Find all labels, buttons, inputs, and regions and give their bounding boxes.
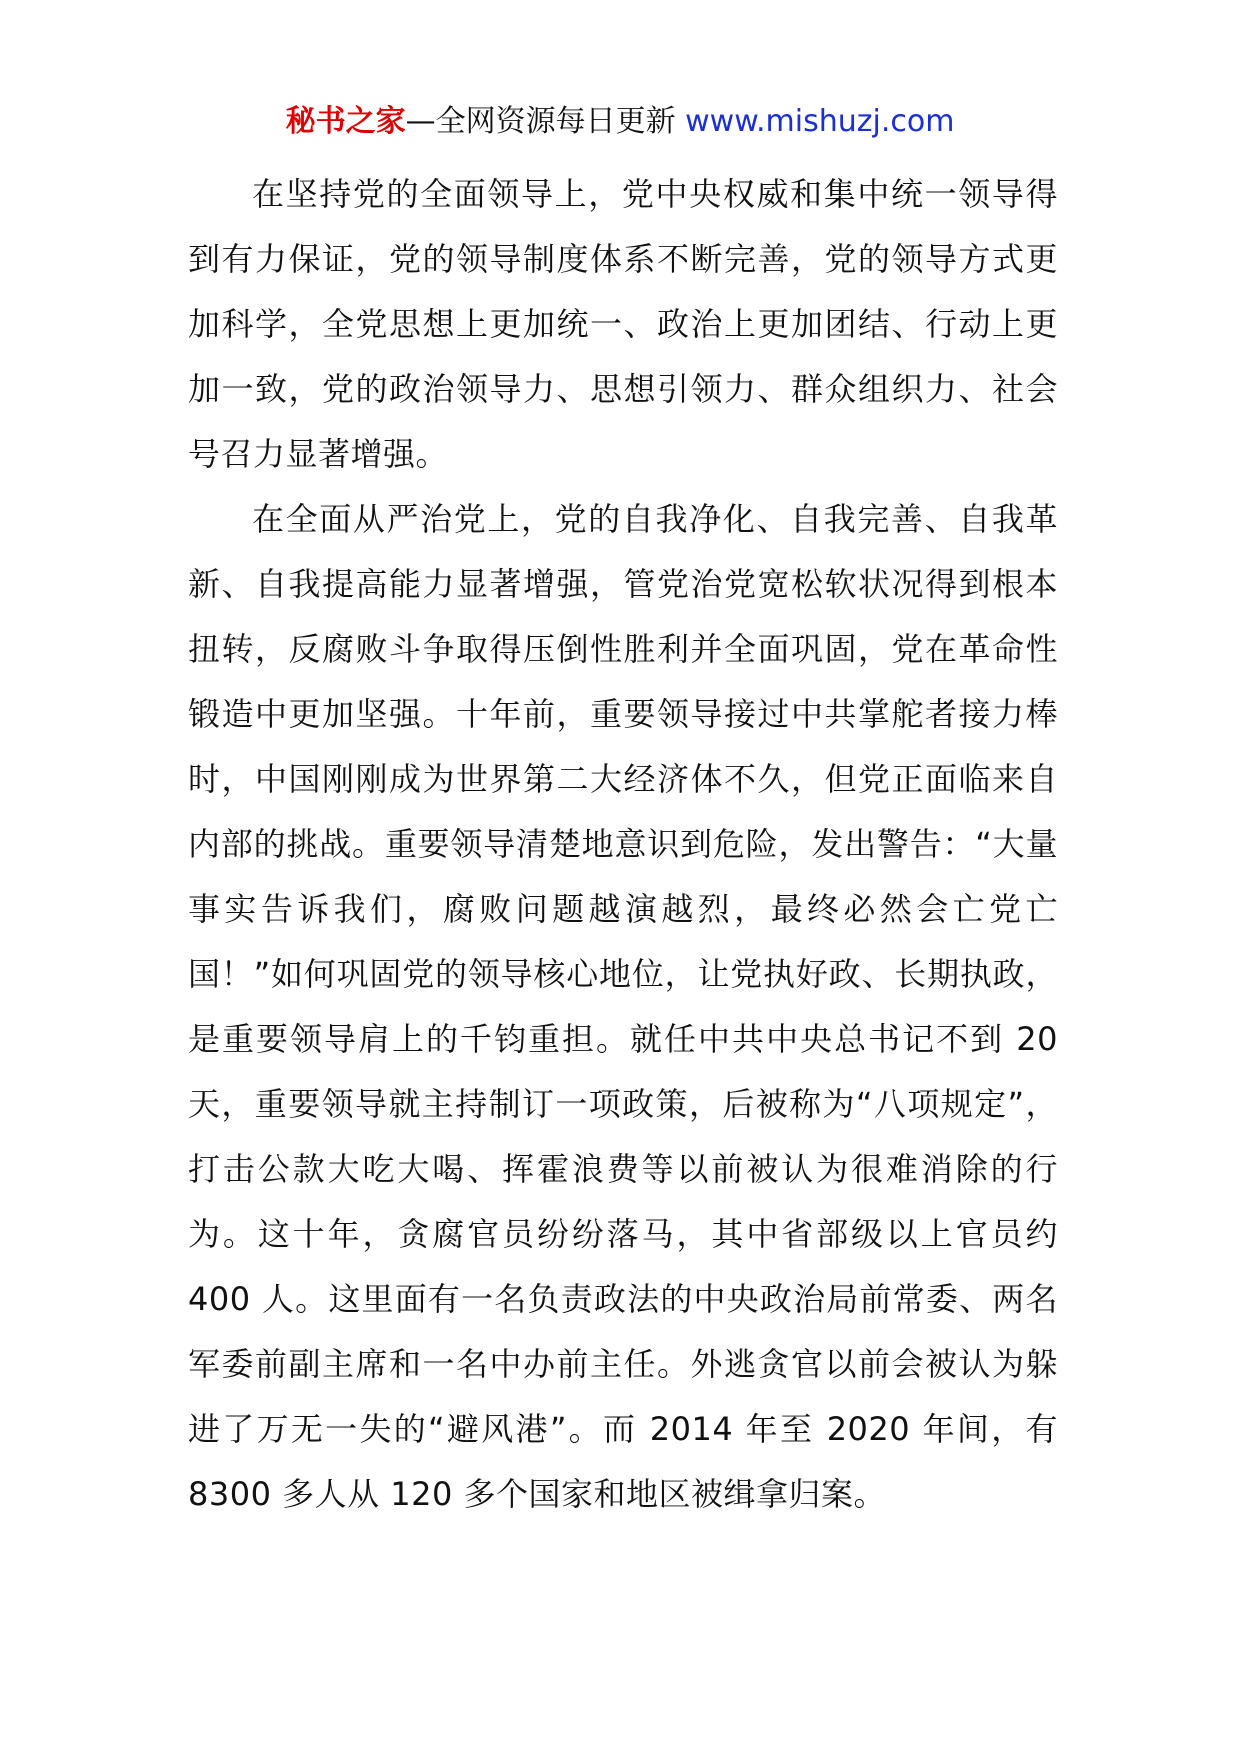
paragraph-party-governance: 在全面从严治党上，党的自我净化、自我完善、自我革新、自我提高能力显著增强，管党治党宽松软状况得到根本扭转，反腐败斗争取得压倒性胜利并全面巩固，党在革命性锻造中更加坚强。十年前，重要领导接过中共掌舵者接力棒时，中国刚刚成为世界第二大经济体不久，但党正面临来自内部的挑战。重要领导清楚地意识到危险，发出警告：“大量事实告诉我们，腐败问题越演越烈，最终必然会亡党亡国！”如何巩固党的领导核心地位，让党执好政、长期执政，是重要领导肩上的千钧重担。就任中共中央总书记不到 20 天，重要领导就主持制订一项政策，后被称为“八项规定”，打击公款大吃大喝、挥霍浪费等以前被认为很难消除的行为。这十年，贪腐官员纷纷落马，其中省部级以上官员约 400 人。这里面有一名负责政法的中央政治局前常委、两名军委前副主席和一名中办前主任。外逃贪官以前会被认为躲进了万无一失的“避风港”。而 2014 年至 2020 年间，有 8300 多人从 120 多个国家和地区被缉拿归案。 xyxy=(188,500,1058,1513)
brand-name: 秘书之家 xyxy=(285,104,406,139)
site-url-link[interactable]: www.mishuzj.com xyxy=(685,104,955,139)
paragraph-party-leadership: 在坚持党的全面领导上，党中央权威和集中统一领导得到有力保证，党的领导制度体系不断完善，党的领导方式更加科学，全党思想上更加统一、政治上更加团结、行动上更加一致，党的政治领导力、思想引领力、群众组织力、社会号召力显著增强。 xyxy=(188,175,1058,473)
site-header xyxy=(0,100,1240,144)
document-body xyxy=(188,162,1058,1527)
header-tagline: —全网资源每日更新 xyxy=(405,104,676,139)
